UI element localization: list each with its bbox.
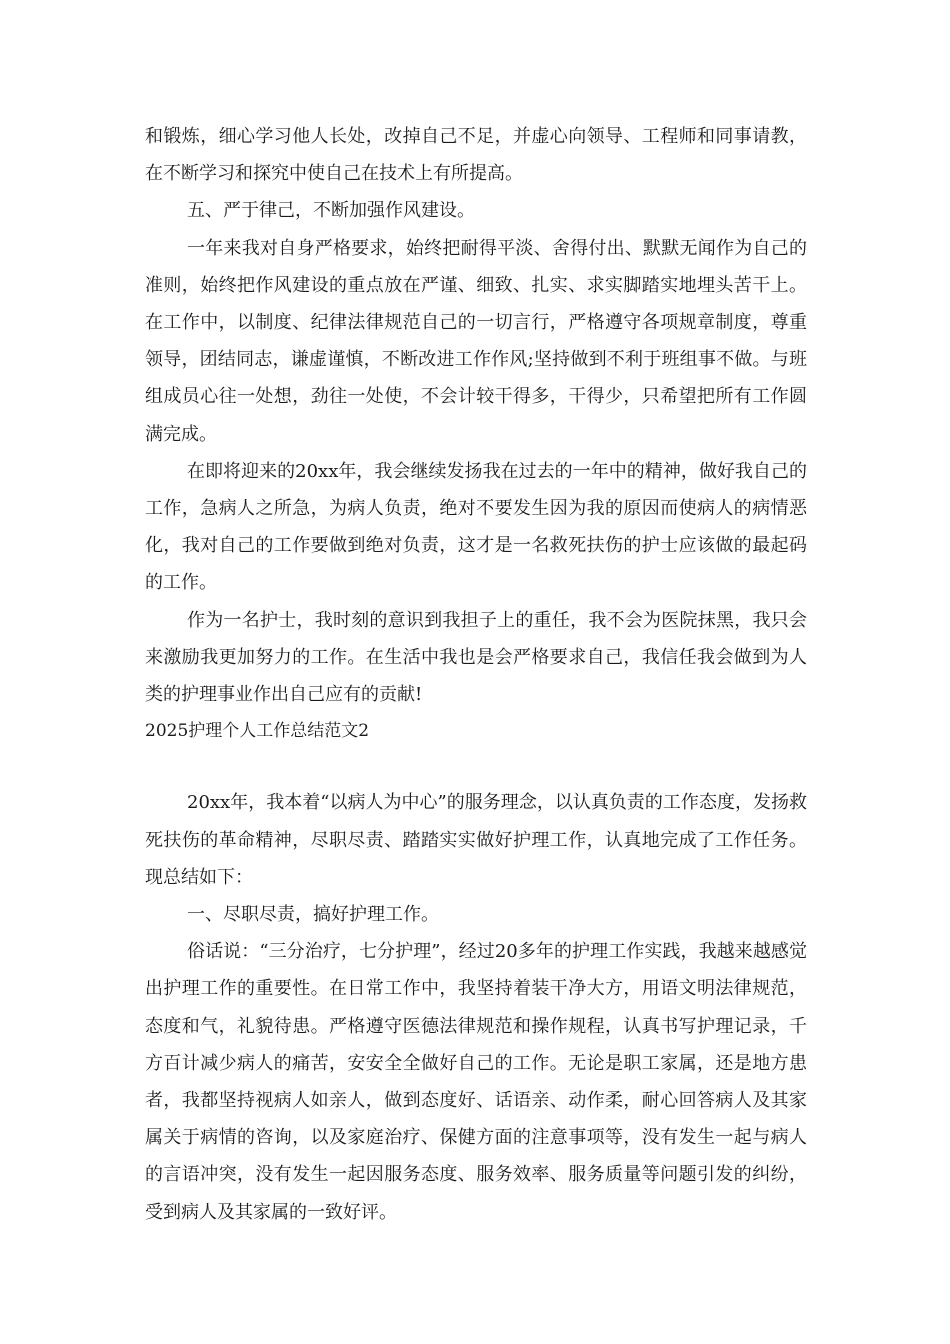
section-heading-five: 五、严于律己，不断加强作风建设。: [187, 200, 475, 222]
paragraph-nursing-work: 俗话说：“三分治疗，七分护理”，经过20多年的护理工作实践，我越来越感觉出护理工作的重要性。在日常工作中，我坚持着装干净大方，用语文明法律规范，态度和气，礼貌待患。严格遵守医德法律规范和操作规程，认真书写护理记录，千方百计减少病人的痛苦，安安全全做好自己的工作。无论是职工家属，还是地方患者，我都坚持视病人如亲人，做到态度好、话语亲、动作柔，耐心回答病人及其家属关于病情的咨询，以及家庭治疗、保健方面的注意事项等，没有发生一起与病人的言语冲突，没有发生一起因服务态度、服务效率、服务质量等问题引发的纠纷，受到病人及其家属的一致好评。: [145, 941, 807, 1223]
section-title: 2025护理个人工作总结范文2: [145, 721, 370, 742]
paragraph-continued: 和锻炼，细心学习他人长处，改掉自己不足，并虚心向领导、工程师和同事请教，在不断学习和探究中使自己在技术上有所提高。: [145, 126, 807, 185]
paragraph-self-discipline: 一年来我对自身严格要求，始终把耐得平淡、舍得付出、默默无闻作为自己的准则，始终把作风建设的重点放在严谨、细致、扎实、求实脚踏实地埋头苦干上。在工作中，以制度、纪律法律规范自己的一切言行，严格遵守各项规章制度，尊重领导，团结同志，谦虚谨慎，不断改进工作作风;坚持做到不利于班组事不做。与班组成员心往一处想，劲往一处使，不会计较干得多，干得少，只希望把所有工作圆满完成。: [145, 237, 807, 445]
blank-line: [145, 750, 807, 784]
paragraph-intro: 20xx年，我本着“以病人为中心”的服务理念，以认真负责的工作态度，发扬救死扶伤的革命精神，尽职尽责、踏踏实实做好护理工作，认真地完成了工作任务。现总结如下：: [145, 792, 807, 888]
section-heading-one: 一、尽职尽责，搞好护理工作。: [187, 904, 439, 926]
paragraph-coming-year: 在即将迎来的20xx年，我会继续发扬我在过去的一年中的精神，做好我自己的工作，急病人之所急，为病人负责，绝对不要发生因为我的原因而使病人的病情恶化，我对自己的工作要做到绝对负责，这才是一名救死扶伤的护士应该做的最起码的工作。: [145, 460, 807, 594]
document-body: [145, 118, 807, 1231]
paragraph-nurse-duty: 作为一名护士，我时刻的意识到我担子上的重任，我不会为医院抹黑，我只会来激励我更加努力的工作。在生活中我也是会严格要求自己，我信任我会做到为人类的护理事业作出自己应有的贡献!: [145, 609, 807, 706]
